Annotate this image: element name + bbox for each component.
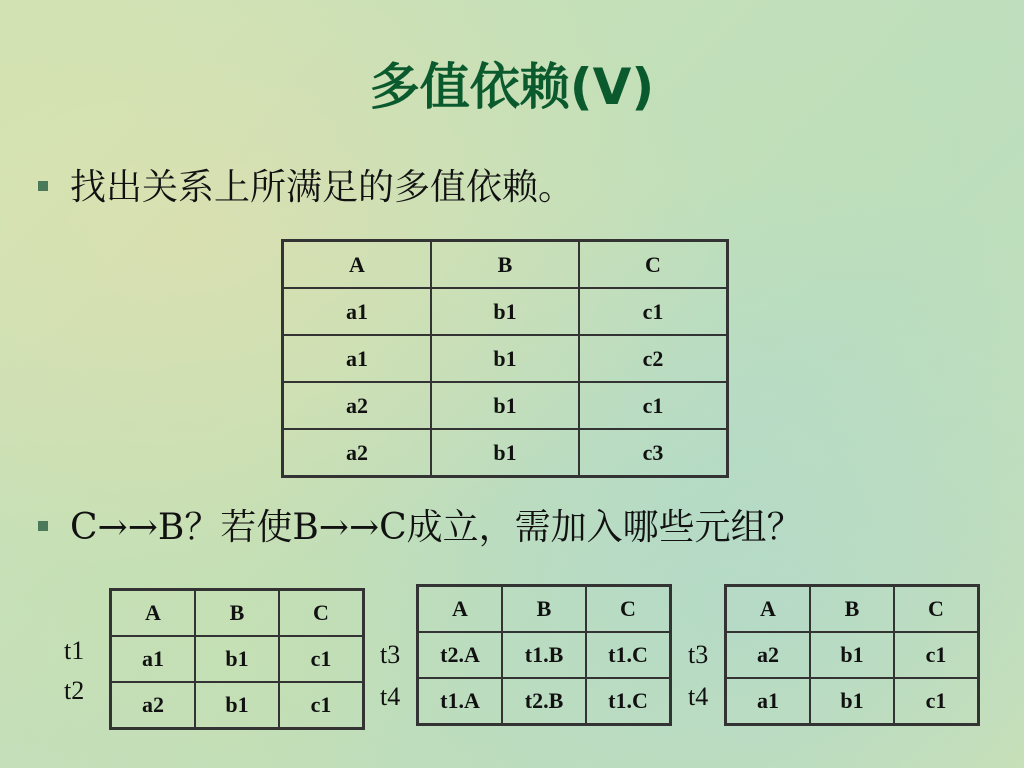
tuple-label: t4 [380, 682, 401, 711]
header-cell: C [579, 241, 728, 289]
table-cell: c1 [579, 382, 728, 429]
bullet-text-2: C→→B？若使B→→C成立，需加入哪些元组？ [70, 507, 803, 548]
table-cell: b1 [195, 682, 279, 729]
table-row [418, 678, 671, 725]
table-cell: t1.C [586, 678, 671, 725]
tuple-label: t2 [64, 676, 85, 705]
table-header-row [111, 590, 364, 637]
table-cell: c1 [894, 632, 979, 678]
bullet-text-1: 找出关系上所满足的多值依赖。 [70, 167, 575, 208]
tuple-label: t3 [688, 640, 709, 669]
header-cell: A [283, 241, 432, 289]
table-cell: a2 [111, 682, 196, 729]
header-cell: B [810, 586, 894, 633]
table-row [111, 636, 364, 682]
table-cell: c1 [279, 682, 364, 729]
header-cell: A [111, 590, 196, 637]
table-cell: c1 [894, 678, 979, 725]
table-cell: t2.B [502, 678, 586, 725]
relation-table [281, 239, 729, 478]
table-row [283, 288, 728, 335]
table-cell: a2 [283, 382, 432, 429]
table-header-row [726, 586, 979, 633]
table-cell: b1 [431, 288, 579, 335]
bullet-item-2 [38, 506, 803, 550]
table-cell: b1 [195, 636, 279, 682]
slide-title: 多值依赖(V) [369, 58, 655, 116]
table-cell: c3 [579, 429, 728, 477]
table-header-row [283, 241, 728, 289]
table-cell: a1 [283, 288, 432, 335]
header-cell: B [431, 241, 579, 289]
square-bullet-icon [38, 181, 48, 191]
table-cell: c1 [279, 636, 364, 682]
header-cell: A [418, 586, 503, 633]
table-row [283, 335, 728, 382]
header-cell: A [726, 586, 811, 633]
table-cell: c1 [579, 288, 728, 335]
table-cell: a1 [726, 678, 811, 725]
table-cell: t1.B [502, 632, 586, 678]
header-cell: C [586, 586, 671, 633]
tuple-label: t3 [380, 640, 401, 669]
table-cell: b1 [431, 382, 579, 429]
table-cell: b1 [431, 429, 579, 477]
table-row [283, 429, 728, 477]
table-cell: t1.C [586, 632, 671, 678]
table-row [283, 382, 728, 429]
header-cell: C [894, 586, 979, 633]
table-cell: a1 [111, 636, 196, 682]
header-cell: C [279, 590, 364, 637]
table-cell: a2 [726, 632, 811, 678]
table-row [726, 678, 979, 725]
square-bullet-icon [38, 521, 48, 531]
table-cell: t2.A [418, 632, 503, 678]
table-cell: b1 [810, 632, 894, 678]
tuple-table-3 [724, 584, 980, 726]
table-row [111, 682, 364, 729]
table-header-row [418, 586, 671, 633]
tuple-label: t1 [64, 636, 85, 665]
header-cell: B [502, 586, 586, 633]
bullet-item-1 [38, 166, 574, 210]
table-cell: t1.A [418, 678, 503, 725]
table-cell: a1 [283, 335, 432, 382]
tuple-table-2 [416, 584, 672, 726]
table-row [726, 632, 979, 678]
tuple-table-1 [109, 588, 365, 730]
header-cell: B [195, 590, 279, 637]
table-cell: b1 [810, 678, 894, 725]
table-cell: c2 [579, 335, 728, 382]
tuple-label: t4 [688, 682, 709, 711]
table-cell: a2 [283, 429, 432, 477]
table-cell: b1 [431, 335, 579, 382]
table-row [418, 632, 671, 678]
